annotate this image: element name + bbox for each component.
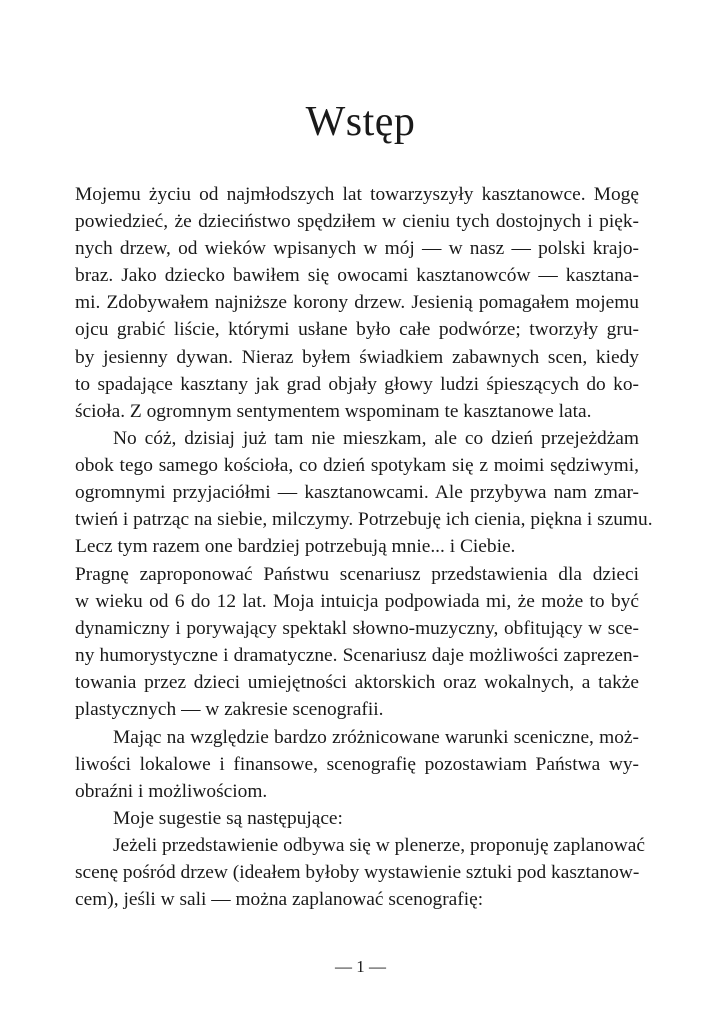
text-line: ścioła. Z ogromnym sentymentem wspominam te kasztanowe lata. (75, 400, 592, 422)
scenario-section (75, 561, 645, 913)
text-line: plastycznych — w zakresie scenografii. (75, 699, 384, 721)
text-line: liwości lokalowe i finansowe, scenografię pozostawiam Państwa wy- (75, 753, 639, 775)
text-line: Jeżeli przedstawienie odbywa się w plenerze, proponuję zaplanować (113, 834, 645, 856)
text-line: cem), jeśli w sali — można zaplanować scenografię: (75, 889, 484, 911)
text-line: twień i patrząc na siebie, milczymy. Potrzebuję ich cienia, piękna i szumu. (75, 509, 653, 531)
text-line: scenę pośród drzew (ideałem byłoby wystawienie sztuki pod kasztanow- (75, 862, 640, 884)
text-line: Mając na względzie bardzo zróżnicowane warunki sceniczne, moż- (113, 726, 639, 748)
page-number: — 1 — (335, 957, 386, 976)
text-line: ogromnymi przyjaciółmi — kasztanowcami. Ale przybywa nam zmar- (75, 482, 639, 504)
text-line: nych drzew, od wieków wpisanych w mój — w nasz — polski krajo- (75, 238, 639, 260)
intro-section (75, 181, 653, 560)
text-line: ojcu grabić liście, którymi usłane było całe podwórze; tworzyły gru- (75, 319, 639, 341)
text-line: w wieku od 6 do 12 lat. Moja intuicja podpowiada mi, że może to być (75, 591, 639, 613)
text-line: braz. Jako dziecko bawiłem się owocami kasztanowców — kasztana- (75, 265, 639, 287)
text-line: dynamiczny i porywający spektakl słowno-muzyczny, obfitujący w sce- (75, 618, 639, 640)
text-line: to spadające kasztany jak grad objały głowy ludzi śpieszących do ko- (75, 373, 639, 395)
text-line: Moje sugestie są następujące: (113, 807, 343, 829)
text-line: Lecz tym razem one bardziej potrzebują mnie... i Ciebie. (75, 536, 516, 558)
text-line: Mojemu życiu od najmłodszych lat towarzyszyły kasztanowce. Mogę (75, 184, 639, 205)
text-line: towania przez dzieci umiejętności aktorskich oraz wokalnych, a także (75, 672, 639, 694)
page-title: Wstęp (305, 99, 416, 145)
text-line: by jesienny dywan. Nieraz byłem świadkiem zabawnych scen, kiedy (75, 346, 639, 368)
text-line: obok tego samego kościoła, co dzień spotykam się z moimi sędziwymi, (75, 454, 639, 476)
text-line: powiedzieć, że dzieciństwo spędziłem w cieniu tych dostojnych i pięk- (75, 211, 639, 233)
text-line: ny humorystyczne i dramatyczne. Scenariusz daje możliwości zaprezen- (75, 645, 639, 667)
text-line: Pragnę zaproponować Państwu scenariusz przedstawienia dla dzieci (75, 564, 639, 585)
text-line: obraźni i możliwościom. (75, 780, 268, 802)
text-line: No cóż, dzisiaj już tam nie mieszkam, ale co dzień przejeżdżam (113, 427, 639, 449)
text-line: mi. Zdobywałem najniższe korony drzew. Jesienią pomagałem mojemu (75, 292, 639, 314)
